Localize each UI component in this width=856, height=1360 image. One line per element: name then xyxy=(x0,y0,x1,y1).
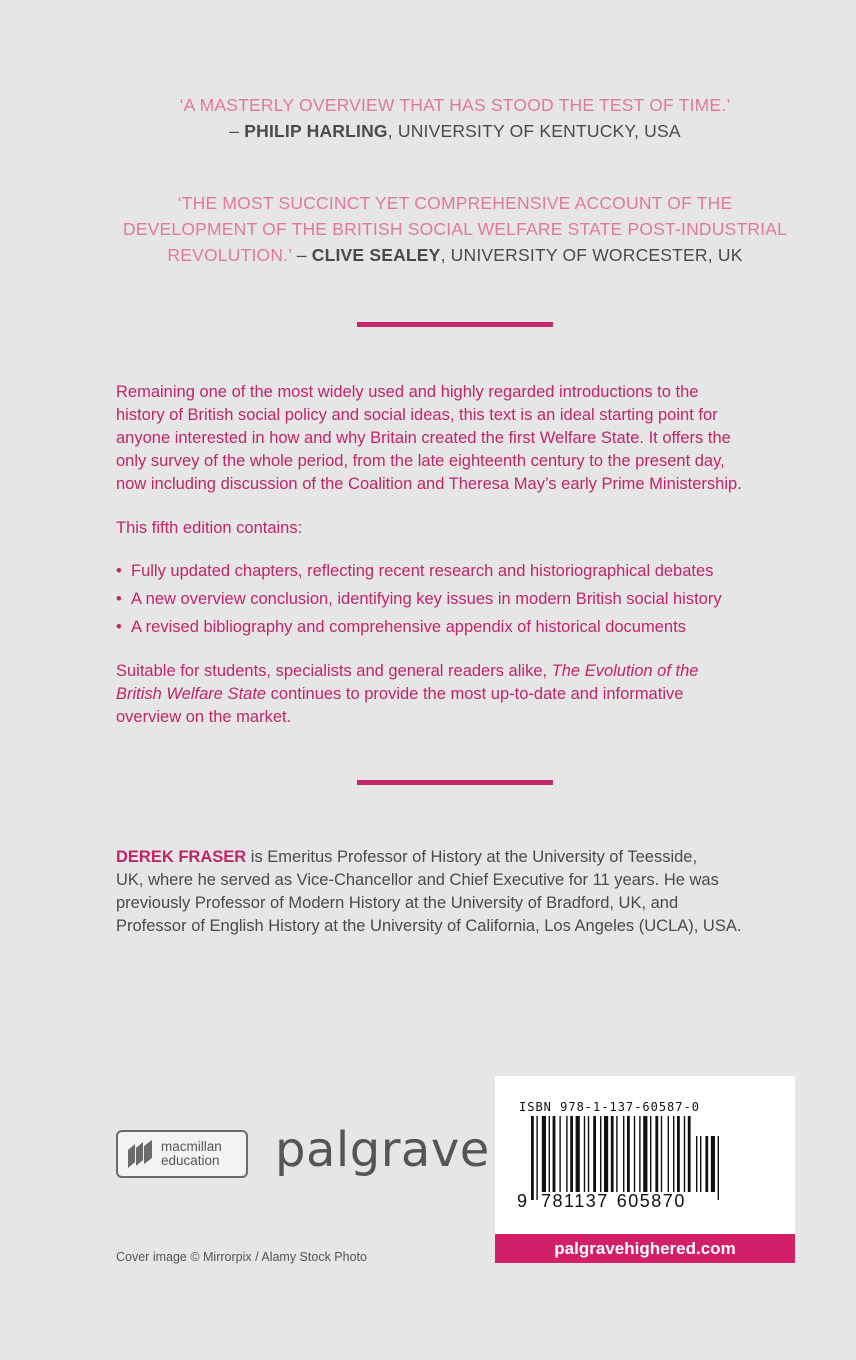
closing-line-3: overview on the market. xyxy=(116,708,292,726)
quote-2-line-1: ‘THE MOST SUCCINCT YET COMPREHENSIVE ACCOUNT OF THE xyxy=(177,193,733,213)
contents-intro xyxy=(116,517,796,540)
bullet-icon: • xyxy=(116,590,122,608)
ean-group-2: 605870 xyxy=(616,1191,686,1211)
review-quote-1 xyxy=(60,92,850,144)
quote-2-reviewer: CLIVE SEALEY xyxy=(311,245,441,265)
contents-intro-text: This fifth edition contains: xyxy=(116,519,303,537)
quote-2-affiliation: , UNIVERSITY OF WORCESTER, UK xyxy=(440,245,743,265)
description-line: now including discussion of the Coalition and Theresa May’s early Prime Ministership. xyxy=(116,475,742,493)
macmillan-wordmark-line-2: education xyxy=(161,1153,220,1168)
book-description xyxy=(116,381,796,496)
cover-image-credit: Cover image © Mirrorpix / Alamy Stock Photo xyxy=(116,1250,367,1264)
list-item xyxy=(116,616,686,639)
quote-1-reviewer: PHILIP HARLING xyxy=(244,121,388,141)
quote-2-line-3 xyxy=(60,242,850,268)
macmillan-wordmark xyxy=(161,1140,222,1168)
book-title-part-2: British Welfare State xyxy=(116,685,267,703)
contents-list xyxy=(116,560,796,640)
ean-first-digit: 9 xyxy=(517,1191,529,1211)
section-divider-top xyxy=(357,322,553,327)
ean-group-1: 781137 xyxy=(541,1191,609,1211)
bullet-icon: • xyxy=(116,618,122,636)
quote-1-affiliation: , UNIVERSITY OF KENTUCKY, USA xyxy=(387,121,681,141)
description-line: Remaining one of the most widely used and highly regarded introductions to the xyxy=(116,383,699,401)
ean-digits xyxy=(517,1191,686,1212)
bullet-icon: • xyxy=(116,562,122,580)
website-link[interactable]: palgravehighered.com xyxy=(495,1234,795,1263)
bullet-text: A new overview conclusion, identifying key issues in modern British social history xyxy=(131,590,722,608)
isbn-barcode xyxy=(495,1076,795,1234)
bio-line-1-text: is Emeritus Professor of History at the University of Teesside, xyxy=(246,848,698,866)
list-item xyxy=(116,588,722,611)
author-name: DEREK FRASER xyxy=(116,848,247,866)
palgrave-logo: palgrave xyxy=(275,1122,490,1178)
bullet-text: A revised bibliography and comprehensive appendix of historical documents xyxy=(131,618,686,636)
closing-line-1 xyxy=(116,660,796,683)
bio-line-2: UK, where he served as Vice-Chancellor and Chief Executive for 11 years. He was xyxy=(116,871,719,889)
bio-line-3: previously Professor of Modern History at the University of Bradford, UK, and xyxy=(116,894,679,912)
section-divider-bottom xyxy=(357,780,553,785)
closing-line-2 xyxy=(116,683,796,706)
description-line: history of British social policy and social ideas, this text is an ideal starting point for xyxy=(116,406,718,424)
quote-2-line-2: DEVELOPMENT OF THE BRITISH SOCIAL WELFARE STATE POST-INDUSTRIAL xyxy=(122,219,788,239)
quote-1-dash: – xyxy=(229,121,245,141)
quote-2-dash: – xyxy=(291,245,312,265)
closing-paragraph xyxy=(116,660,796,729)
quote-2-line-3-text: REVOLUTION.’ xyxy=(167,245,292,265)
isbn-number: ISBN 978-1-137-60587-0 xyxy=(519,1100,700,1114)
quote-1-text: ‘A MASTERLY OVERVIEW THAT HAS STOOD THE TEST OF TIME.’ xyxy=(179,95,731,115)
macmillan-education-logo xyxy=(116,1130,248,1178)
closing-line-2-text: continues to provide the most up-to-date and informative xyxy=(266,685,684,703)
quote-1-attribution xyxy=(60,118,850,144)
review-quote-2 xyxy=(60,190,850,268)
macmillan-wordmark-line-1: macmillan xyxy=(161,1139,222,1154)
macmillan-m-icon xyxy=(126,1138,156,1170)
bio-line-1 xyxy=(116,846,796,869)
list-item xyxy=(116,560,713,583)
description-line: only survey of the whole period, from the late eighteenth century to the present day, xyxy=(116,452,725,470)
author-bio xyxy=(116,846,796,938)
description-line: anyone interested in how and why Britain created the first Welfare State. It offers the xyxy=(116,429,731,447)
closing-line-1-text: Suitable for students, specialists and general readers alike, xyxy=(116,662,552,680)
book-title-part-1: The Evolution of the xyxy=(551,662,699,680)
bullet-text: Fully updated chapters, reflecting recent research and historiographical debates xyxy=(131,562,714,580)
bio-line-4: Professor of English History at the University of California, Los Angeles (UCLA), USA. xyxy=(116,917,742,935)
